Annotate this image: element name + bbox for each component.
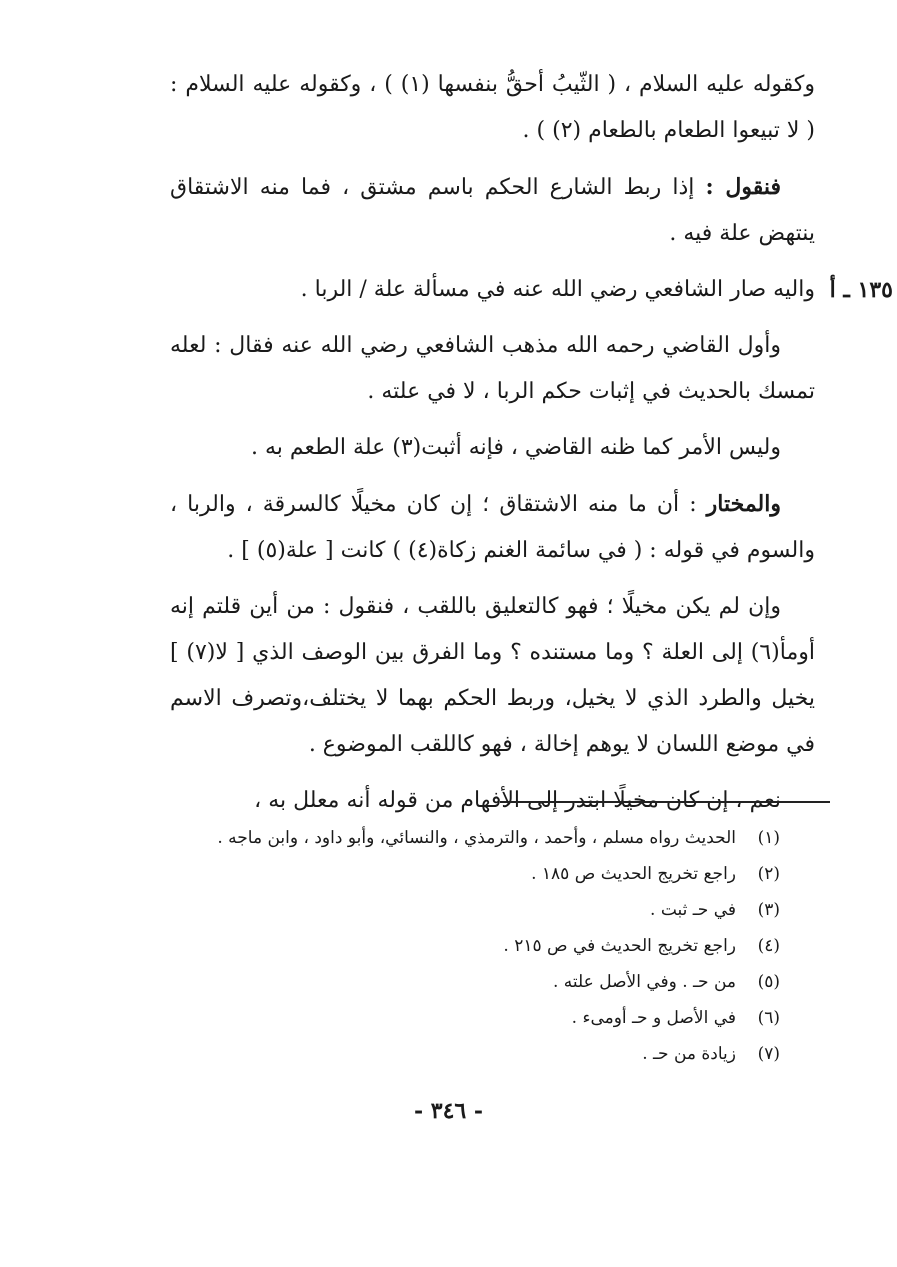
footnote-item xyxy=(150,820,780,856)
paragraph-text: وكقوله عليه السلام ، ( الثّيبُ أحقُّ بنفسها (١) ) ، وكقوله عليه السلام : ( لا تبيعوا الطعام بالطعام (٢) ) . xyxy=(170,72,815,143)
footnote-text: راجع تخريج الحديث في ص ٢١٥ . xyxy=(503,936,736,956)
paragraph-7 xyxy=(170,584,815,768)
footnote-number: (٢) xyxy=(757,864,780,884)
footnote-text: في الأصل و حـ أومىء . xyxy=(571,1008,736,1028)
footnote-item xyxy=(150,1000,780,1036)
main-text xyxy=(170,62,893,834)
footnote-item xyxy=(150,1036,780,1072)
paragraph-text: وليس الأمر كما ظنه القاضي ، فإنه أثبت(٣) علة الطعم به . xyxy=(251,435,781,460)
paragraph-3 xyxy=(170,267,893,313)
footnote-number: (٦) xyxy=(757,1008,780,1028)
footnote-number: (٥) xyxy=(757,972,780,992)
footnote-item xyxy=(150,928,780,964)
paragraph-5 xyxy=(170,425,815,471)
paragraph-text: : أن ما منه الاشتقاق ؛ إن كان مخيلًا كالسرقة ، والربا ، والسوم في قوله : ( في سائمة الغنم زكاة(٤) ) كانت [ علة(٥) ] . xyxy=(170,492,815,563)
footnote-number: (٧) xyxy=(757,1044,780,1064)
paragraph-lead: والمختار xyxy=(706,491,781,517)
page-number: - ٣٤٦ - xyxy=(413,1098,484,1124)
footnote-text: الحديث رواه مسلم ، وأحمد ، والترمذي ، والنسائي، وأبو داود ، وابن ماجه . xyxy=(217,828,736,848)
footnote-text: راجع تخريج الحديث ص ١٨٥ . xyxy=(531,864,736,884)
footnote-item xyxy=(150,856,780,892)
paragraph-text: إذا ربط الشارع الحكم باسم مشتق ، فما منه الاشتقاق ينتهض علة فيه . xyxy=(170,175,815,246)
paragraph-1 xyxy=(170,62,815,154)
paragraph-text: نعم ، إن كان مخيلًا ابتدر إلى الأفهام من قوله أنه معلل به ، xyxy=(254,788,781,813)
footnote-item xyxy=(150,892,780,928)
section-number: ١٣٥ ـ أ xyxy=(829,277,893,303)
paragraph-2 xyxy=(170,164,815,257)
footnote-number: (٣) xyxy=(757,900,780,920)
paragraph-lead: فنقول : xyxy=(705,174,781,200)
paragraph-text: واليه صار الشافعي رضي الله عنه في مسألة علة / الربا . xyxy=(300,277,815,302)
footnote-divider xyxy=(500,801,830,803)
paragraph-text: وأول القاضي رحمه الله مذهب الشافعي رضي الله عنه فقال : لعله تمسك بالحديث في إثبات حكم الربا ، لا في علته . xyxy=(170,333,815,404)
footnote-item xyxy=(150,964,780,1000)
paragraph-text: وإن لم يكن مخيلًا ؛ فهو كالتعليق باللقب ، فنقول : من أين قلتم إنه أومأ(٦) إلى العلة ؟ وما مستنده ؟ وما الفرق بين الوصف الذي [ لا(٧) ] يخيل والطرد الذي لا يخيل، وربط الحكم بهما لا يختلف،وتصرف الاسم في موضع اللسان لا يوهم إخالة ، فهو كاللقب الموضوع . xyxy=(170,594,815,757)
footnote-number: (١) xyxy=(757,828,780,848)
footnote-text: زيادة من حـ . xyxy=(642,1044,736,1064)
footnote-text: في حـ ثبت . xyxy=(650,900,736,920)
footnote-number: (٤) xyxy=(757,936,780,956)
paragraph-6 xyxy=(170,481,815,574)
paragraph-4 xyxy=(170,323,815,415)
footnote-text: من حـ . وفي الأصل علته . xyxy=(552,972,736,992)
footnotes xyxy=(150,820,780,1072)
